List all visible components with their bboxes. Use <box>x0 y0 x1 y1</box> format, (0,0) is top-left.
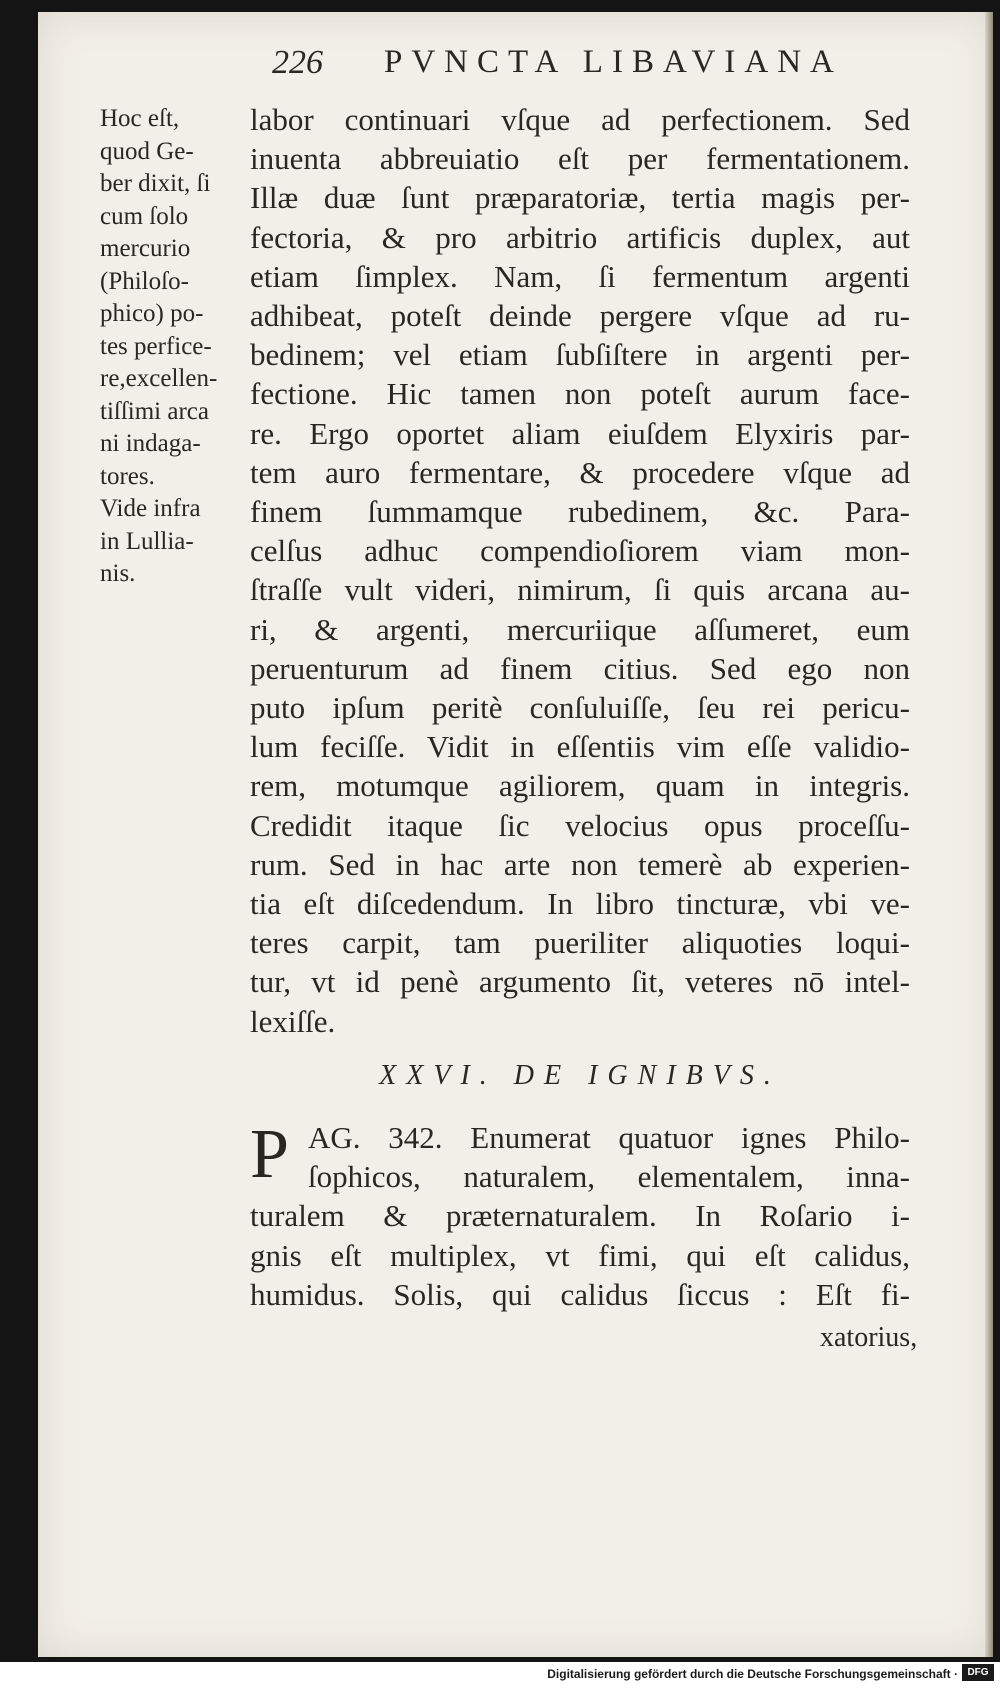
page-header <box>272 40 912 100</box>
text-line: teres carpit, tam pueriliter aliquoties loqui- <box>250 925 910 961</box>
text-line: lexiſſe. <box>250 1003 336 1039</box>
drop-cap: P <box>250 1116 289 1193</box>
text-line: lum feciſſe. Vidit in eſſentiis vim eſſe validio- <box>250 729 910 765</box>
text-line: gnis eſt multiplex, vt fimi, qui eſt calidus, <box>250 1237 910 1273</box>
margin-note-line: tiſſimi arca <box>100 397 209 425</box>
section-body <box>250 1118 910 1314</box>
margin-note <box>100 103 260 591</box>
text-line: re. Ergo oportet aliam eiuſdem Elyxiris par- <box>250 415 910 451</box>
text-line: tur, vt id penè argumento ſit, veteres nō intel- <box>250 964 910 1000</box>
margin-note-line: mercurio <box>100 235 191 262</box>
margin-note-line: (Philoſo- <box>100 267 189 295</box>
running-title: PVNCTA LIBAVIANA <box>384 44 843 80</box>
text-line: peruenturum ad finem citius. Sed ego non <box>250 650 910 686</box>
text-line: tia eſt diſcedendum. In libro tincturæ, vbi ve- <box>250 886 910 922</box>
text-line: etiam ſimplex. Nam, ſi fermentum argenti <box>250 258 910 294</box>
text-line: celſus adhuc compendioſiorem viam mon- <box>250 533 910 569</box>
text-line: Credidit itaque ſic velocius opus proceſſu- <box>250 807 910 843</box>
margin-note-line: ber dixit, ſi <box>100 170 211 197</box>
margin-note-line: cum ſolo <box>100 202 189 230</box>
text-line: rem, motumque agiliorem, quam in integris. <box>250 768 910 804</box>
text-line: adhibeat, poteſt deinde pergere vſque ad ru- <box>250 298 910 334</box>
text-line: humidus. Solis, qui calidus ſiccus : Eſt fi- <box>250 1276 910 1312</box>
margin-note-line: ni indaga- <box>100 430 201 457</box>
margin-note-line: tes perfice- <box>100 332 212 360</box>
text-line: turalem & præternaturalem. In Roſario i- <box>250 1198 910 1234</box>
digitization-credit: Digitalisierung gefördert durch die Deutsche Forschungsgemeinschaft · <box>547 1667 958 1681</box>
text-line: fectoria, & pro arbitrio artificis duplex, aut <box>250 219 910 255</box>
dfg-logo-icon: DFG <box>962 1664 994 1681</box>
text-line: rum. Sed in hac arte non temerè ab experien- <box>250 846 910 882</box>
body-text <box>250 100 910 1041</box>
text-line: tem auro fermentare, & procedere vſque ad <box>250 454 910 490</box>
text-line: Illæ duæ ſunt præparatoriæ, tertia magis per- <box>250 180 910 216</box>
text-line: ſtraſſe vult videri, nimirum, ſi quis arcana au- <box>250 572 910 608</box>
text-line: bedinem; vel etiam ſubſiſtere in argenti per- <box>250 337 910 373</box>
catchword: xatorius, <box>820 1322 918 1353</box>
margin-note-line: nis. <box>100 560 136 587</box>
text-line: AG. 342. Enumerat quatuor ignes Philo- <box>308 1120 910 1155</box>
text-line: ri, & argenti, mercuriique aſſumeret, eum <box>250 611 910 647</box>
text-line: ſophicos, naturalem, elementalem, inna- <box>308 1159 910 1195</box>
text-line: labor continuari vſque ad perfectionem. Sed <box>250 102 910 137</box>
margin-note-line: Hoc eſt, <box>100 105 180 132</box>
section-heading: XXVI. DE IGNIBVS. <box>379 1060 781 1091</box>
margin-note-line: phico) po- <box>100 300 204 327</box>
text-line: finem ſummamque rubedinem, &c. Para- <box>250 494 910 530</box>
text-line: puto ipſum peritè conſuluiſſe, ſeu rei pericu- <box>250 690 910 726</box>
margin-note-line: re,excellen- <box>100 365 218 392</box>
margin-note-line: quod Ge- <box>100 137 194 165</box>
margin-note-line: Vide infra <box>100 495 201 522</box>
margin-note-line: in Lullia- <box>100 527 194 555</box>
text-line: inuenta abbreuiatio eſt per fermentationem. <box>250 141 910 177</box>
margin-note-line: tores. <box>100 462 155 490</box>
page-number: 226 <box>272 44 323 81</box>
text-line: fectione. Hic tamen non poteſt aurum face- <box>250 376 910 412</box>
